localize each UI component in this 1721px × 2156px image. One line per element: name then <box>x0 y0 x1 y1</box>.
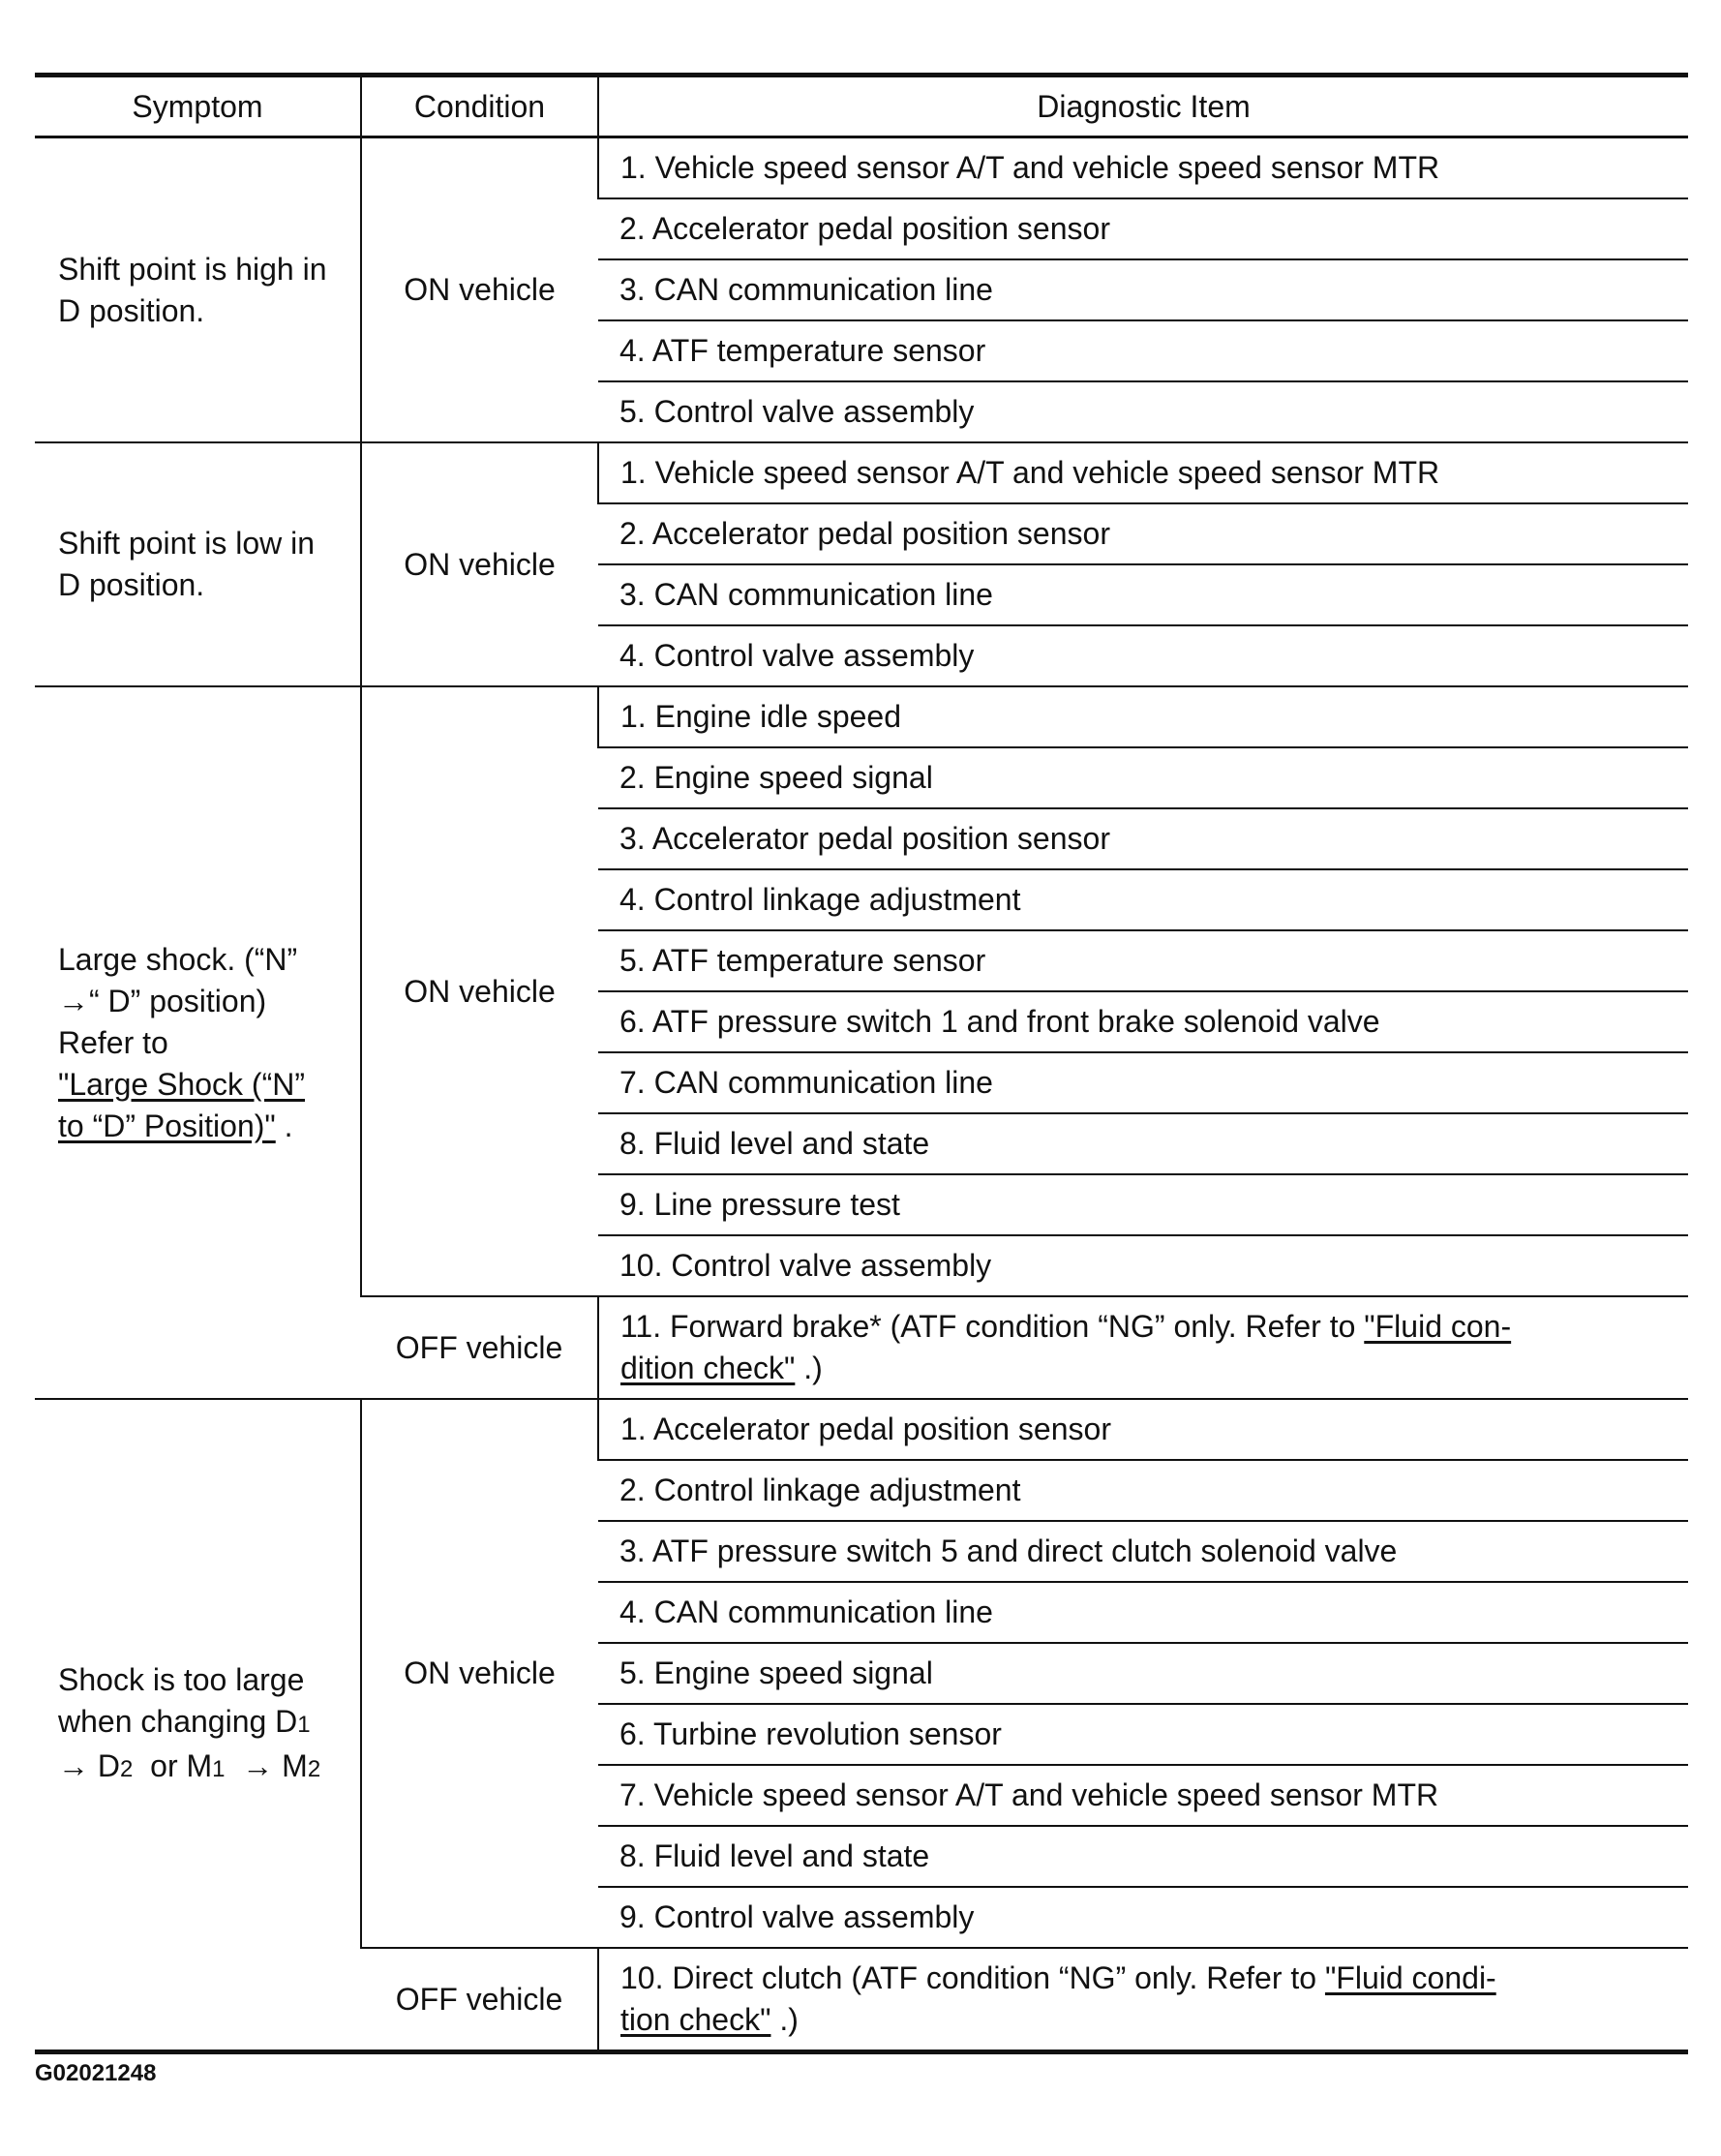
large-shock-reference-link[interactable]: to “D” Position)" <box>58 1108 276 1143</box>
diagnostic-item: 8. Fluid level and state <box>598 1826 1688 1887</box>
symptom-text: Shock is too large <box>58 1662 305 1697</box>
diagnostic-item: 9. Control valve assembly <box>598 1887 1688 1948</box>
table-row <box>35 442 1688 503</box>
symptom-cell <box>35 137 361 443</box>
diagnostic-item: 7. CAN communication line <box>598 1052 1688 1113</box>
symptom-text <box>58 1746 350 1790</box>
symptom-cell <box>35 442 361 686</box>
diagnostic-item <box>598 1948 1688 2052</box>
header-diagnostic-item: Diagnostic Item <box>598 76 1688 137</box>
large-shock-reference-link[interactable]: "Large Shock (“N” <box>58 1066 305 1102</box>
diagnostic-item: 2. Control linkage adjustment <box>598 1460 1688 1521</box>
item-text: 11. Forward brake* (ATF condition “NG” only. Refer to <box>620 1309 1365 1344</box>
diagnostic-item: 4. Control linkage adjustment <box>598 869 1688 930</box>
diagnostic-item: 4. ATF temperature sensor <box>598 320 1688 381</box>
header-row <box>35 76 1688 137</box>
condition-cell: ON vehicle <box>361 442 598 686</box>
diagnostic-item: 3. CAN communication line <box>598 564 1688 625</box>
symptom-reference <box>58 1106 350 1147</box>
condition-cell: OFF vehicle <box>361 1948 598 2052</box>
header-symptom: Symptom <box>132 88 263 124</box>
item-suffix: .) <box>795 1351 823 1385</box>
diagnostic-item: 2. Engine speed signal <box>598 747 1688 808</box>
diagnostic-item: 6. ATF pressure switch 1 and front brake solenoid valve <box>598 991 1688 1052</box>
diagnostic-item: 2. Accelerator pedal position sensor <box>598 198 1688 259</box>
header-condition: Condition <box>361 76 598 137</box>
document-id: G02021248 <box>35 2060 157 2086</box>
symptom-cell <box>35 686 361 1399</box>
item-suffix: .) <box>770 2002 799 2037</box>
diagnostic-table-container <box>35 73 1688 2054</box>
condition-cell: ON vehicle <box>361 137 598 443</box>
gear-subscript: 2 <box>307 1756 321 1782</box>
diagnostic-table <box>35 73 1688 2054</box>
table-row <box>35 686 1688 747</box>
symptom-text <box>58 1701 350 1746</box>
symptom-text: →“ D” position) <box>58 983 267 1018</box>
symptom-fragment: or M <box>133 1748 213 1783</box>
symptom-text: Large shock. (“N” <box>58 941 298 977</box>
table-row <box>35 1399 1688 1460</box>
symptom-text: Shift point is high in <box>58 251 327 287</box>
symptom-fragment: when changing D <box>58 1704 298 1739</box>
fluid-condition-check-link[interactable]: dition check" <box>620 1351 796 1385</box>
fluid-condition-check-link[interactable]: "Fluid condi- <box>1324 1960 1496 1995</box>
condition-cell: ON vehicle <box>361 1399 598 1948</box>
symptom-fragment: → M <box>225 1748 308 1783</box>
diagnostic-item: 3. ATF pressure switch 5 and direct clutch solenoid valve <box>598 1521 1688 1582</box>
diagnostic-item: 9. Line pressure test <box>598 1174 1688 1235</box>
condition-cell: OFF vehicle <box>361 1296 598 1399</box>
diagnostic-item: 1. Accelerator pedal position sensor <box>598 1399 1688 1460</box>
diagnostic-item: 3. CAN communication line <box>598 259 1688 320</box>
diagnostic-item: 10. Control valve assembly <box>598 1235 1688 1296</box>
symptom-text: Refer to <box>58 1024 168 1060</box>
symptom-fragment: → D <box>58 1748 120 1783</box>
reference-suffix: . <box>275 1108 293 1143</box>
fluid-condition-check-link[interactable]: tion check" <box>620 2002 771 2037</box>
diagnostic-item: 4. CAN communication line <box>598 1582 1688 1643</box>
diagnostic-item: 1. Engine idle speed <box>598 686 1688 747</box>
diagnostic-item: 1. Vehicle speed sensor A/T and vehicle speed sensor MTR <box>598 442 1688 503</box>
symptom-cell <box>35 1399 361 2052</box>
fluid-condition-check-link[interactable]: "Fluid con- <box>1364 1309 1512 1344</box>
diagnostic-item: 5. Control valve assembly <box>598 381 1688 442</box>
gear-subscript: 2 <box>120 1756 134 1782</box>
gear-subscript: 1 <box>297 1712 311 1738</box>
diagnostic-item: 6. Turbine revolution sensor <box>598 1704 1688 1765</box>
diagnostic-item: 4. Control valve assembly <box>598 625 1688 686</box>
item-text: 10. Direct clutch (ATF condition “NG” only. Refer to <box>620 1960 1325 1995</box>
diagnostic-item: 8. Fluid level and state <box>598 1113 1688 1174</box>
diagnostic-item: 5. ATF temperature sensor <box>598 930 1688 991</box>
diagnostic-item: 7. Vehicle speed sensor A/T and vehicle speed sensor MTR <box>598 1765 1688 1826</box>
condition-cell: ON vehicle <box>361 686 598 1296</box>
diagnostic-item: 2. Accelerator pedal position sensor <box>598 503 1688 564</box>
table-row <box>35 137 1688 199</box>
symptom-text: Shift point is low in <box>58 526 316 561</box>
diagnostic-item: 1. Vehicle speed sensor A/T and vehicle speed sensor MTR <box>598 137 1688 199</box>
diagnostic-item <box>598 1296 1688 1399</box>
symptom-text: D position. <box>58 567 205 602</box>
symptom-reference <box>58 1064 350 1106</box>
symptom-text: D position. <box>58 292 205 328</box>
diagnostic-item: 3. Accelerator pedal position sensor <box>598 808 1688 869</box>
diagnostic-item: 5. Engine speed signal <box>598 1643 1688 1704</box>
gear-subscript: 1 <box>212 1756 226 1782</box>
